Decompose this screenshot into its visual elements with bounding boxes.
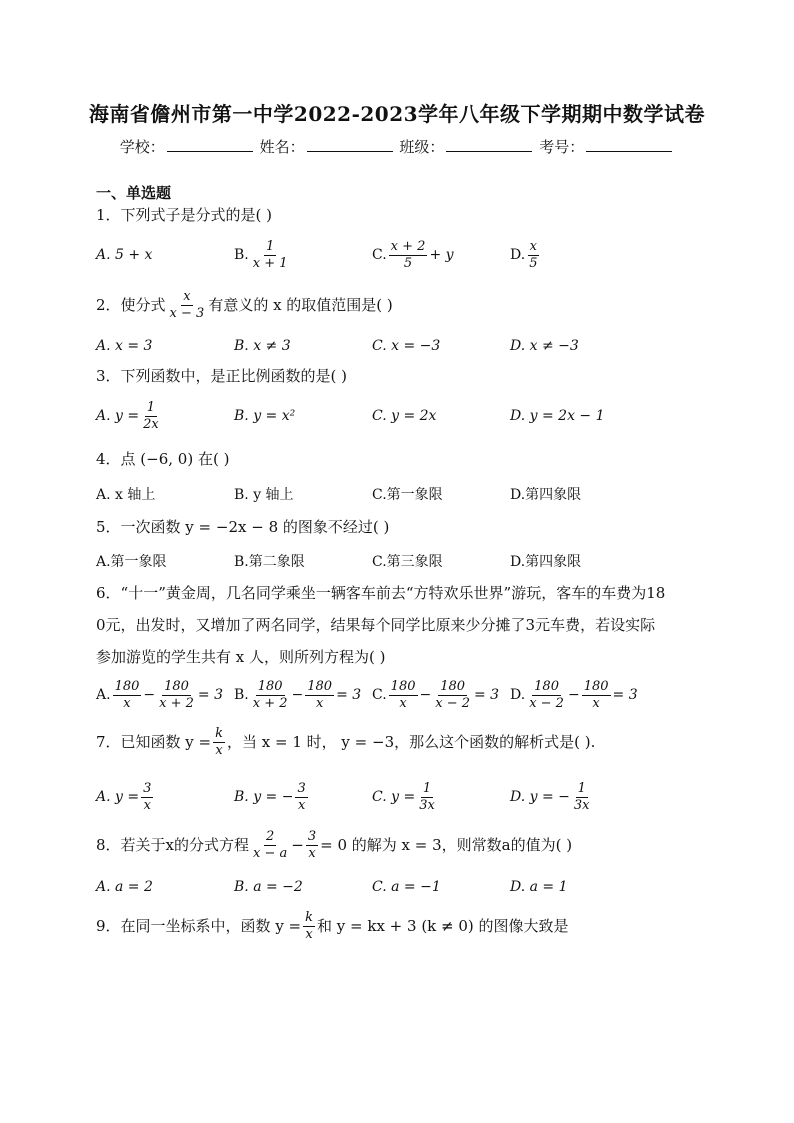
- q7-option-a[interactable]: [96, 775, 155, 819]
- q7-d-den: 3x: [573, 797, 590, 813]
- q7-d-label: D. y = −: [510, 789, 570, 805]
- q6-b-d1: x + 2: [252, 695, 288, 711]
- q6-d-tail: = 3: [612, 687, 638, 703]
- q9-fraction: [303, 910, 315, 943]
- q1-d-num: x: [529, 238, 537, 254]
- q1-b-label: B.: [234, 247, 249, 263]
- q5-option-d[interactable]: D.第四象限: [510, 554, 582, 570]
- q8-option-c[interactable]: C. a = −1: [372, 879, 441, 895]
- q3-option-a[interactable]: [96, 394, 163, 438]
- q9-post: 和 y = kx + 3 (k ≠ 0) 的图像大致是: [317, 917, 569, 935]
- question-1-stem: 1．下列式子是分式的是( ): [96, 206, 273, 224]
- q1-b-den: x + 1: [252, 255, 288, 271]
- q6-d-d1: x − 2: [529, 695, 564, 711]
- section-heading: 一、单选题: [96, 184, 172, 202]
- q7-a-label: A. y =: [96, 789, 140, 805]
- q2-option-c[interactable]: C. x = −3: [372, 338, 441, 354]
- q6-d-label: D.: [510, 687, 526, 703]
- question-7-options: [96, 775, 716, 819]
- name-blank[interactable]: [307, 138, 393, 152]
- q7-a-den: x: [143, 797, 151, 813]
- q6-d-frac-2: [582, 679, 611, 712]
- q6-c-d2: x − 2: [435, 695, 470, 711]
- q6-line-1: 6．“十一”黄金周，几名同学乘坐一辆客车前去“方特欢乐世界”游玩，客车的车费为18: [96, 584, 666, 602]
- q8-option-a[interactable]: A. a = 2: [96, 879, 153, 895]
- q6-c-tail: = 3: [474, 687, 500, 703]
- q8-d2: x: [308, 845, 316, 861]
- question-7-stem: [96, 722, 595, 762]
- q6-d-frac-1: [527, 679, 566, 712]
- q8-n2: 3: [307, 828, 317, 844]
- q5-option-c[interactable]: C.第三象限: [372, 554, 443, 570]
- q3-option-c[interactable]: C. y = 2x: [372, 408, 437, 424]
- q6-b-n2: 180: [307, 678, 333, 694]
- page-title: 海南省儋州市第一中学2022-2023学年八年级下学期期中数学试卷: [88, 102, 706, 126]
- q2-post: 有意义的 x 的取值范围是( ): [208, 296, 393, 314]
- q1-option-d[interactable]: [510, 233, 541, 277]
- q6-a-frac-2: [157, 679, 196, 712]
- q6-a-d1: x: [123, 695, 131, 711]
- q9-den: x: [305, 926, 313, 942]
- question-4-stem: 4．点 (−6, 0) 在( ): [96, 450, 230, 468]
- q2-option-a[interactable]: A. x = 3: [96, 338, 153, 354]
- q6-a-n2: 180: [164, 678, 189, 694]
- class-label: 班级：: [399, 138, 445, 156]
- student-info-line: [0, 136, 794, 157]
- q3-a-fraction: [141, 400, 161, 433]
- school-label: 学校：: [119, 138, 165, 156]
- q7-num: k: [215, 725, 224, 741]
- number-label: 考号：: [539, 138, 585, 156]
- q9-num: k: [305, 909, 314, 925]
- q6-b-frac-1: [251, 679, 290, 712]
- question-5-options: [96, 549, 716, 573]
- q7-d-fraction: [572, 781, 592, 814]
- q7-post: ，当 x = 1 时， y = −3，那么这个函数的解析式是( ).: [227, 733, 596, 751]
- q1-c-num: x + 2: [390, 238, 426, 254]
- q7-a-fraction: [141, 781, 153, 814]
- q6-a-d2: x + 2: [159, 695, 194, 711]
- q7-option-d[interactable]: [510, 775, 594, 819]
- q6-c-d1: x: [399, 695, 407, 711]
- q7-b-label: B. y = −: [234, 789, 294, 805]
- q6-d-d2: x: [592, 695, 600, 711]
- q7-c-num: 1: [422, 780, 432, 796]
- q5-option-a[interactable]: A.第一象限: [96, 554, 167, 570]
- question-6-options: [96, 673, 716, 717]
- q2-option-b[interactable]: B. x ≠ 3: [234, 338, 291, 354]
- q6-a-n1: 180: [114, 678, 140, 694]
- q6-c-frac-1: [389, 679, 418, 712]
- q5-option-b[interactable]: B.第二象限: [234, 554, 305, 570]
- question-8-options: [96, 875, 716, 899]
- q6-line-3: 参加游览的学生共有 x 人，则所列方程为( ): [96, 648, 386, 666]
- q1-d-fraction: [527, 239, 539, 272]
- question-2-stem: [96, 285, 393, 325]
- q6-a-frac-1: [113, 679, 142, 712]
- q2-pre: 2．使分式: [96, 296, 166, 314]
- q7-c-label: C. y =: [372, 789, 416, 805]
- q3-a-label: A. y =: [96, 408, 140, 424]
- q9-pre: 9．在同一坐标系中，函数 y =: [96, 917, 302, 935]
- q8-option-b[interactable]: B. a = −2: [234, 879, 303, 895]
- q2-num: x: [183, 288, 191, 304]
- q8-pre: 8．若关于x的分式方程: [96, 836, 250, 854]
- q6-a-label: A.: [96, 687, 111, 703]
- q6-c-label: C.: [372, 687, 387, 703]
- question-8-stem: 8．若关于x的分式方程 $\frac{2}{x - a}$ − $\frac{3}{x}$ = 0 的解为 x = 3，则常数a的值为( ): [96, 825, 572, 865]
- q2-option-d[interactable]: D. x ≠ −3: [510, 338, 579, 354]
- q7-c-den: 3x: [419, 797, 435, 813]
- q8-d1: x − a: [253, 845, 288, 861]
- q7-fraction: [213, 726, 225, 759]
- q6-line-2: 0元，出发时，又增加了两名同学，结果每个同学比原来少分摊了3元车费，若设实际: [96, 616, 656, 634]
- q6-c-n2: 180: [440, 678, 466, 694]
- question-6-stem: [96, 577, 696, 673]
- number-blank[interactable]: [586, 138, 672, 152]
- question-3-options: [96, 394, 716, 438]
- q3-option-d[interactable]: D. y = 2x − 1: [510, 408, 605, 424]
- q8-option-d[interactable]: D. a = 1: [510, 879, 568, 895]
- q8-fraction-2: [306, 829, 318, 862]
- q1-b-num: 1: [265, 238, 275, 254]
- q1-c-label: C.: [372, 247, 387, 263]
- question-5-stem: 5．一次函数 y = −2x − 8 的图象不经过( ): [96, 518, 390, 536]
- q7-a-num: 3: [143, 780, 152, 796]
- question-4-options: [96, 482, 716, 506]
- q1-c-tail: + y: [429, 247, 454, 263]
- q6-option-a[interactable]: A. $\frac{180}{x}$ − $\frac{180}{x + 2}$ = 3: [96, 678, 223, 711]
- question-1-options: [96, 233, 716, 277]
- q6-option-d[interactable]: D. $\frac{180}{x - 2}$ − $\frac{180}{x}$ = 3: [510, 678, 638, 711]
- q6-b-tail: = 3: [336, 687, 362, 703]
- q8-n1: 2: [266, 828, 275, 844]
- q6-b-label: B.: [234, 687, 249, 703]
- school-blank[interactable]: [167, 138, 253, 152]
- q1-d-den: 5: [529, 255, 538, 271]
- q6-option-b[interactable]: B. $\frac{180}{x + 2}$ − $\frac{180}{x}$ = 3: [234, 678, 362, 711]
- q6-d-n1: 180: [534, 678, 559, 694]
- q7-c-fraction: [417, 781, 437, 814]
- q1-option-a[interactable]: A. 5 + x: [96, 247, 153, 263]
- question-3-stem: 3．下列函数中，是正比例函数的是( ): [96, 367, 348, 385]
- name-label: 姓名：: [259, 138, 305, 156]
- q7-option-c[interactable]: [372, 775, 439, 819]
- q6-option-c[interactable]: C. $\frac{180}{x}$ − $\frac{180}{x - 2}$ = 3: [372, 678, 500, 711]
- q6-c-n1: 180: [390, 678, 416, 694]
- q7-den: x: [215, 742, 223, 758]
- q3-a-num: 1: [146, 399, 156, 415]
- q2-fraction: [168, 289, 207, 322]
- q7-option-b[interactable]: [234, 775, 310, 819]
- q4-option-b[interactable]: B. y 轴上: [234, 487, 294, 503]
- q3-a-den: 2x: [143, 416, 159, 432]
- q7-b-fraction: [295, 781, 307, 814]
- q6-c-frac-2: [433, 679, 472, 712]
- q6-b-n1: 180: [257, 678, 283, 694]
- q6-b-frac-2: [305, 679, 334, 712]
- q4-option-c[interactable]: C.第一象限: [372, 487, 443, 503]
- q6-d-n2: 180: [583, 678, 609, 694]
- q2-den: x − 3: [169, 305, 205, 321]
- q6-b-d2: x: [315, 695, 324, 711]
- q1-c-den: 5: [403, 255, 413, 271]
- q4-option-a[interactable]: A. x 轴上: [96, 487, 156, 503]
- q1-b-fraction: [251, 239, 290, 272]
- q7-pre: 7．已知函数 y =: [96, 733, 212, 751]
- q1-option-c[interactable]: [372, 233, 454, 277]
- q7-b-num: 3: [297, 780, 306, 796]
- question-2-options: [96, 334, 716, 358]
- class-blank[interactable]: [446, 138, 532, 152]
- q1-c-fraction: [389, 239, 428, 272]
- q8-post: = 0 的解为 x = 3，则常数a的值为( ): [320, 836, 573, 854]
- q7-b-den: x: [297, 797, 306, 813]
- q6-a-tail: = 3: [197, 687, 223, 703]
- q4-option-d[interactable]: D.第四象限: [510, 487, 582, 503]
- q7-d-num: 1: [577, 780, 586, 796]
- q1-option-b[interactable]: [234, 233, 292, 277]
- q1-d-label: D.: [510, 247, 526, 263]
- question-9-stem: [96, 906, 569, 946]
- q3-option-b[interactable]: B. y = x²: [234, 408, 296, 424]
- q8-fraction-1: [251, 829, 289, 862]
